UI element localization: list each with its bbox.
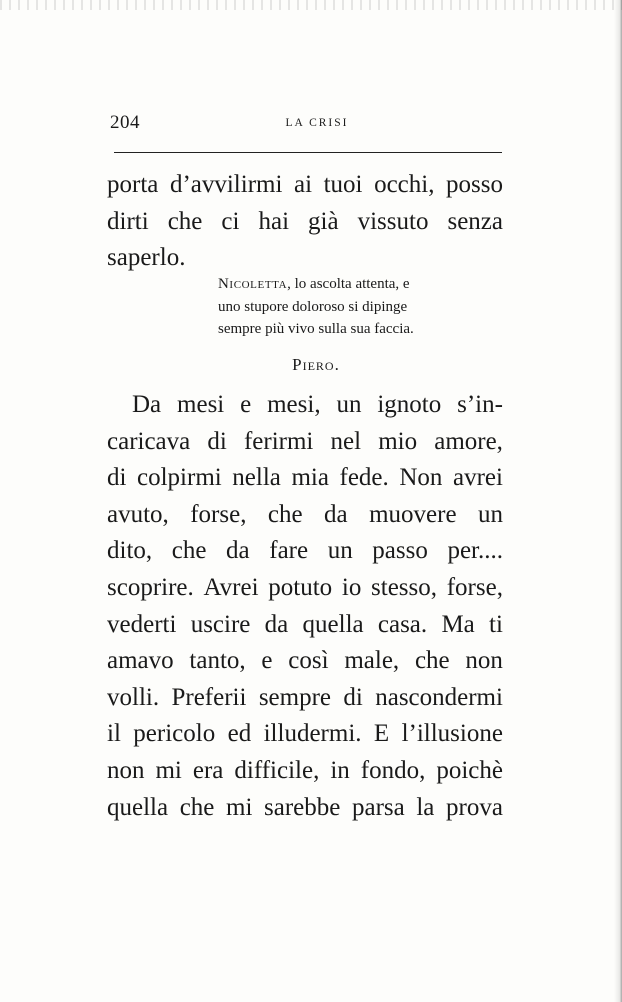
stage-direction bbox=[218, 273, 502, 341]
word: mesi bbox=[177, 391, 225, 418]
word: ti bbox=[489, 610, 503, 638]
word: era bbox=[192, 756, 224, 784]
word: avrei bbox=[452, 464, 503, 492]
word: fondo, bbox=[360, 756, 426, 784]
word: forse, bbox=[446, 573, 503, 601]
word: ignoto bbox=[377, 391, 442, 418]
word: dito, bbox=[107, 537, 153, 565]
word: fare bbox=[269, 537, 309, 565]
word: d’avvilirmi bbox=[169, 171, 283, 198]
word: mesi, bbox=[267, 391, 321, 418]
word: stesso, bbox=[371, 573, 438, 601]
word: quella bbox=[302, 610, 364, 638]
word: già bbox=[308, 207, 339, 235]
word: porta bbox=[107, 171, 159, 198]
word: prova bbox=[446, 793, 503, 821]
word: un bbox=[336, 391, 362, 418]
page-number: 204 bbox=[110, 112, 140, 133]
word: ci bbox=[221, 207, 240, 235]
word: tuoi bbox=[323, 171, 363, 198]
word: in bbox=[330, 756, 350, 784]
word: nella bbox=[232, 464, 281, 492]
text-line: saperlo. bbox=[107, 244, 186, 272]
text-line bbox=[107, 204, 503, 241]
word: tanto, bbox=[189, 647, 246, 675]
word: Non bbox=[399, 464, 443, 492]
word: male, bbox=[344, 647, 400, 675]
word: l’illusione bbox=[401, 720, 503, 748]
word: che bbox=[267, 500, 303, 528]
text-line bbox=[107, 497, 503, 534]
word: da bbox=[226, 537, 250, 565]
word: di bbox=[207, 427, 227, 455]
word: il bbox=[107, 720, 121, 748]
word: che bbox=[167, 207, 203, 235]
word: pericolo bbox=[133, 720, 216, 748]
word: Da bbox=[132, 391, 162, 418]
word: mio bbox=[378, 427, 418, 455]
word: da bbox=[264, 610, 289, 638]
word: per.... bbox=[447, 537, 503, 565]
word: così bbox=[288, 647, 329, 675]
word: amore, bbox=[434, 427, 503, 455]
word: di bbox=[107, 464, 127, 492]
word: occhi, bbox=[374, 171, 435, 198]
text-line bbox=[107, 716, 503, 753]
text-line bbox=[107, 460, 503, 497]
stage-direction-line: uno stupore doloroso si dipinge bbox=[218, 298, 408, 315]
word: ferirmi bbox=[243, 427, 314, 455]
word: nascondermi bbox=[375, 683, 503, 711]
word: poichè bbox=[436, 756, 503, 784]
text-line bbox=[107, 387, 503, 424]
word: uscire bbox=[190, 610, 251, 638]
text-line bbox=[107, 753, 503, 790]
word: vissuto bbox=[357, 207, 429, 235]
word: Ma bbox=[441, 610, 475, 638]
page-top-edge bbox=[0, 0, 622, 10]
text-line bbox=[107, 533, 503, 570]
speaker-name: Piero. bbox=[292, 355, 340, 374]
header-rule bbox=[114, 152, 502, 153]
text-line bbox=[107, 570, 503, 607]
word: un bbox=[327, 537, 353, 565]
word: che bbox=[414, 647, 450, 675]
word: io bbox=[341, 573, 362, 601]
word: che bbox=[171, 537, 207, 565]
word: sempre bbox=[258, 683, 332, 711]
word: ed bbox=[227, 720, 252, 748]
word: un bbox=[478, 500, 503, 528]
word: E bbox=[373, 720, 390, 748]
paragraph-1 bbox=[107, 167, 503, 277]
stage-direction-line: Nicoletta, lo ascolta attenta, e bbox=[218, 276, 410, 292]
word: sarebbe bbox=[264, 793, 341, 821]
word: mia bbox=[291, 464, 329, 492]
word: nel bbox=[330, 427, 362, 455]
word: casa. bbox=[377, 610, 428, 638]
stage-direction-line: sempre più vivo sulla sua faccia. bbox=[218, 321, 414, 337]
word: caricava bbox=[107, 427, 191, 455]
word: posso bbox=[446, 171, 503, 198]
word: forse, bbox=[190, 500, 247, 528]
word: senza bbox=[447, 207, 503, 235]
word: che bbox=[179, 793, 215, 821]
running-head: LA CRISI bbox=[285, 117, 349, 129]
word: passo bbox=[372, 537, 428, 565]
text-line bbox=[107, 790, 503, 827]
word: di bbox=[343, 683, 363, 711]
word: parsa bbox=[351, 793, 405, 821]
word: scoprire. bbox=[107, 573, 194, 601]
word: non bbox=[465, 647, 503, 675]
word: amavo bbox=[107, 647, 174, 675]
word: s’in- bbox=[457, 391, 503, 418]
word: quella bbox=[107, 793, 169, 821]
word: da bbox=[324, 500, 348, 528]
word: Preferii bbox=[171, 683, 247, 711]
word: ai bbox=[293, 171, 313, 198]
word: e bbox=[261, 647, 273, 675]
text-line bbox=[107, 167, 503, 204]
word: fede. bbox=[339, 464, 389, 492]
word: non bbox=[107, 756, 145, 784]
text-line bbox=[107, 680, 503, 717]
speech-paragraph bbox=[107, 387, 503, 826]
word: mi bbox=[155, 756, 182, 784]
word: difficile, bbox=[234, 756, 320, 784]
character-name: Nicoletta bbox=[218, 276, 288, 292]
text-line bbox=[107, 607, 503, 644]
word: Avrei bbox=[203, 573, 259, 601]
word: e bbox=[240, 391, 252, 418]
word: avuto, bbox=[107, 500, 169, 528]
word: muovere bbox=[369, 500, 457, 528]
word: mi bbox=[226, 793, 253, 821]
word: colpirmi bbox=[137, 464, 222, 492]
word: potuto bbox=[268, 573, 333, 601]
page-right-edge bbox=[614, 0, 622, 1002]
text-line bbox=[107, 643, 503, 680]
text-line bbox=[107, 424, 503, 461]
word: la bbox=[416, 793, 435, 821]
word: illudermi. bbox=[263, 720, 362, 748]
word: vederti bbox=[107, 610, 177, 638]
word: hai bbox=[258, 207, 290, 235]
word: volli. bbox=[107, 683, 160, 711]
word: dirti bbox=[107, 207, 149, 235]
